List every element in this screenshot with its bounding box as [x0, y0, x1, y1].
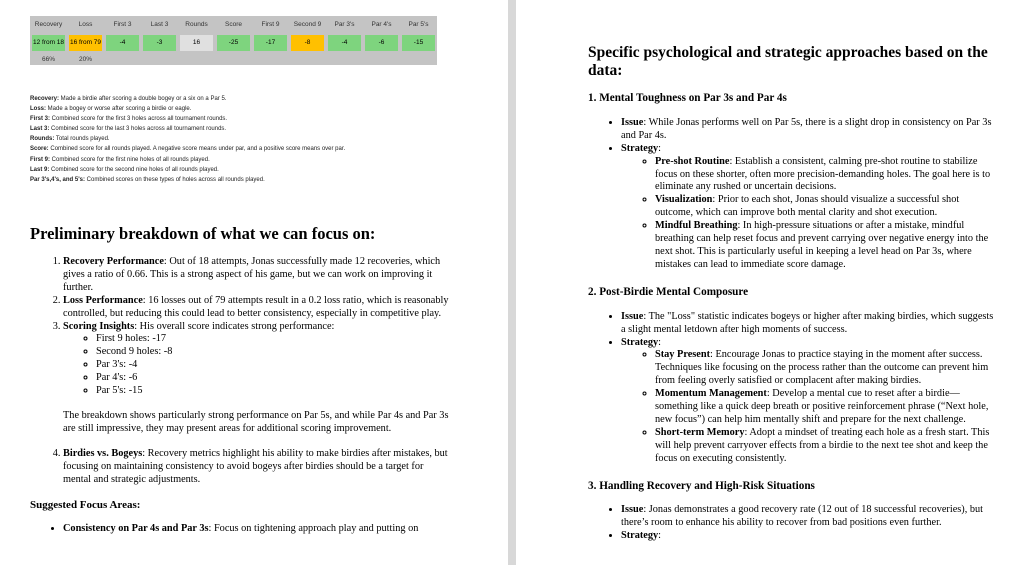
page1-body: [30, 256, 450, 536]
scoring-sublist: [63, 333, 450, 398]
stats-value-par4: -6: [365, 35, 398, 51]
stats-value-par3: -4: [328, 35, 361, 51]
stats-header: Loss: [78, 20, 93, 28]
sub-item: ◦ Second 9 holes: -8: [96, 346, 450, 359]
legend-text: Combined score for all rounds played. A negative score means under par, and a positive score means over par.: [48, 146, 346, 153]
stats-value-first9: -17: [254, 35, 287, 51]
sub-item: ◦ First 9 holes: -17: [96, 333, 450, 346]
legend-item: [30, 114, 345, 124]
page2-body: [588, 44, 998, 557]
stats-header: First 9: [261, 20, 280, 28]
legend-text: Combined score for the second nine holes of all rounds played.: [49, 166, 219, 173]
stats-header: Recovery: [34, 20, 63, 28]
strategy-item: • Strategy: ◦ Stay Present: Encourage Jonas to practice staying in the moment after success. Techniques like focusing on the process rather than the outcome can prevent him from feeling overly satisfied or complacent after making birdies. ◦ Momentum Management: Develop a mental cue to reset after a birdie—something like a quick deep breath or positive reinforcement phrase (“Next hole, new focus”) can help him mentally shift and prepare for the next challenge. ◦ Short-term Memory: Adopt a mindset of treating each hole as a fresh start. This will help prevent carryover effects from a birdie to the next tee shot and keep the focus on executing consistently.: [621, 337, 998, 466]
legend-term: Rounds:: [30, 136, 55, 143]
item-term: Scoring Insights: [63, 320, 135, 332]
legend-item: [30, 94, 345, 104]
legend-text: Combined score for the first nine holes of all rounds played.: [50, 156, 210, 163]
focus-heading: Suggested Focus Areas:: [30, 498, 141, 511]
legend-term: First 9:: [30, 156, 51, 163]
item-text: : His overall score indicates strong performance:: [134, 320, 335, 332]
strategy-point: [655, 156, 998, 195]
strategy-item: • Strategy:: [621, 530, 998, 543]
sub-item: ◦ Par 3's: -4: [96, 359, 450, 372]
list-item: [63, 295, 450, 321]
stats-header: Par 4's: [371, 20, 392, 28]
legend-term: Par 3's,4's, and 5's:: [30, 176, 85, 183]
legend-item: [30, 144, 345, 154]
item-text: : 16 losses out of 79 attempts result in a 0.2 loss ratio, which is reasonably controlled, but reducing this could lead to better consistency, especially in competitive play.: [63, 294, 449, 319]
stats-value-second9: -8: [291, 35, 324, 51]
sub-item: ◦ Par 4's: -6: [96, 372, 450, 385]
page1-title: Preliminary breakdown of what we can focus on:: [30, 224, 376, 243]
stats-header: Score: [225, 20, 242, 28]
stats-value-first3: -4: [106, 35, 139, 51]
legend-item: [30, 104, 345, 114]
stats-value-rounds: 16: [180, 35, 213, 51]
strategy-term: Mindful Breathing: [655, 220, 738, 232]
legend-term: Loss:: [30, 106, 47, 113]
stats-percent-loss: 20%: [78, 56, 92, 63]
strategy-point: [655, 349, 998, 388]
stats-header: Rounds: [185, 20, 208, 28]
issue-item: [621, 311, 998, 337]
legend-item: [30, 175, 345, 185]
strategy-text: : Adopt a mindset of treating each hole as a fresh start. This will help prevent carryover effects from a birdie to the next tee shot and keep the focus on executing consistently.: [655, 426, 990, 464]
strategy-point: [655, 388, 998, 427]
item-term: Birdies vs. Bogeys: [63, 447, 143, 459]
strategy-term: Short-term Memory: [655, 426, 745, 438]
stats-value-par5: -15: [402, 35, 435, 51]
strategy-text: : Establish a consistent, calming pre-shot routine to stabilize focus on these shorter, often more precision-demanding holes. The goal here is to eliminate any rushed or uncertain decisions.: [655, 155, 991, 193]
page-gutter: [508, 0, 516, 565]
issue-label: Issue: [621, 310, 644, 322]
strategy-label: Strategy: [621, 530, 659, 542]
stats-percent-row: [30, 54, 437, 65]
strategy-sublist: [621, 349, 998, 465]
stats-header-row: [30, 16, 437, 32]
legend-term: First 3:: [30, 116, 51, 123]
focus-list: [30, 523, 450, 536]
legend-item: [30, 124, 345, 134]
sub-item: ◦ Par 5's: -15: [96, 385, 450, 398]
legend-term: Recovery:: [30, 96, 60, 102]
stats-value-score: -25: [217, 35, 250, 51]
issue-item: [621, 117, 998, 143]
strategy-point: [655, 194, 998, 220]
legend-text: Made a bogey or worse after scoring a birdie or eagle.: [46, 106, 192, 113]
legend-term: Score:: [30, 146, 49, 153]
strategy-term: Momentum Management: [655, 388, 767, 400]
stats-header: Second 9: [293, 20, 322, 28]
scoring-paragraph: The breakdown shows particularly strong performance on Par 5s, and while Par 4s and Par 3s are still impressive, they may present areas for additional scoring improvement.: [63, 409, 449, 434]
strategy-sublist: [621, 156, 998, 272]
section-heading: 2. Post-Birdie Mental Composure: [588, 285, 749, 298]
stats-header: First 3: [113, 20, 132, 28]
strategy-text: : In high-pressure situations or after a mistake, mindful breathing can help reset focus and prevent carrying over negative energy into the next shot. This is particularly useful in keeping a level head on Par 3s, where mistakes can lead to immediate score damage.: [655, 220, 989, 270]
page2-title: Specific psychological and strategic approaches based on the data:: [588, 44, 988, 79]
strategy-term: Pre-shot Routine: [655, 155, 730, 167]
section-list: [588, 311, 998, 466]
legend-text: Total rounds played.: [54, 136, 110, 143]
stats-value-loss: 16 from 79: [69, 35, 102, 51]
issue-item: [621, 504, 998, 530]
stats-table: [30, 16, 437, 65]
item-text: : Focus on tightening approach play and putting on: [208, 523, 419, 535]
strategy-point: [655, 427, 998, 466]
item-term: Consistency on Par 4s and Par 3s: [63, 523, 209, 535]
strategy-label: Strategy: [621, 142, 659, 154]
list-item: [63, 523, 450, 536]
section-list: [588, 117, 998, 272]
issue-label: Issue: [621, 116, 644, 128]
strategy-term: Visualization: [655, 194, 713, 206]
item-term: Recovery Performance: [63, 256, 164, 267]
strategy-text: : Develop a mental cue to reset after a birdie—something like a quick deep breath or positive reinforcement phrase (“Next hole, new focus”) can help him mentally shift and prepare for the next challenge.: [655, 388, 989, 425]
list-item: [63, 448, 450, 487]
section-list: [588, 504, 998, 543]
item-text: : Recovery metrics highlight his ability to make birdies after mistakes, but focusing on maintaining consistency to avoid bogeys after birdies should be a target for mental and strategic adjustments.: [63, 447, 448, 485]
strategy-term: Stay Present: [655, 349, 711, 361]
item-term: Loss Performance: [63, 294, 143, 306]
list-item: [63, 256, 450, 295]
breakdown-list-cont: [30, 448, 450, 487]
section-heading: 3. Handling Recovery and High-Risk Situations: [588, 479, 815, 492]
legend-item: [30, 134, 345, 144]
section-heading: 1. Mental Toughness on Par 3s and Par 4s: [588, 92, 787, 104]
breakdown-list: [30, 256, 450, 398]
list-item: [63, 321, 450, 398]
stats-value-recovery: 12 from 18: [32, 35, 65, 51]
strategy-text: : Prior to each shot, Jonas should visualize a successful shot outcome, which can improve both mental clarity and shot execution.: [655, 194, 960, 219]
stats-header: Par 5's: [408, 20, 429, 28]
issue-label: Issue: [621, 504, 644, 516]
legend-text: Made a birdie after scoring a double bogey or a six on a Par 5.: [59, 96, 227, 102]
legend-text: Combined score for the first 3 holes across all tournament rounds.: [50, 116, 228, 123]
stats-value-row: [30, 32, 437, 54]
issue-text: : While Jonas performs well on Par 5s, there is a slight drop in consistency on Par 3s and Par 4s.: [621, 116, 992, 141]
strategy-item: • Strategy: ◦ Pre-shot Routine: Establish a consistent, calming pre-shot routine to stabilize focus on these shorter, often more precision-demanding holes. The goal here is to eliminate any rushed or uncertain decisions. ◦ Visualization: Prior to each shot, Jonas should visualize a successful shot outcome, which can improve both mental clarity and shot execution. ◦ Mindful Breathing: In high-pressure situations or after a mistake, mindful breathing can help reset focus and prevent carrying over negative energy into the next shot. This is particularly useful in keeping a level head on Par 3s, where mistakes can lead to immediate score damage.: [621, 143, 998, 272]
legend-text: Combined scores on these types of holes across all rounds played.: [84, 176, 265, 183]
strategy-point: [655, 220, 998, 272]
strategy-text: : Encourage Jonas to practice staying in the moment after success. Techniques like focusing on the process rather than the outcome can prevent him from feeling overly satisfied or complacent after making birdies.: [655, 349, 989, 387]
strategy-label: Strategy: [621, 336, 659, 348]
stats-header: Last 3: [150, 20, 169, 28]
legend-term: Last 9:: [30, 166, 50, 173]
stats-header: Par 3's: [334, 20, 355, 28]
stats-legend: [30, 94, 345, 185]
stats-percent-recovery: 66%: [41, 56, 55, 63]
legend-item: [30, 155, 345, 165]
legend-term: Last 3:: [30, 126, 50, 133]
issue-text: : Jonas demonstrates a good recovery rate (12 out of 18 successful recoveries), but there’s room to enhance his ability to recover from bad positions even further.: [621, 504, 984, 529]
item-text: : Out of 18 attempts, Jonas successfully made 12 recoveries, which gives a ratio of 0.66. This is a strong aspect of his game, but we can work on improving it further.: [63, 256, 441, 293]
legend-item: [30, 165, 345, 175]
legend-text: Combined score for the last 3 holes across all tournament rounds.: [49, 126, 227, 133]
stats-value-last3: -3: [143, 35, 176, 51]
issue-text: : The "Loss" statistic indicates bogeys or higher after making birdies, which suggests a slight mental letdown after high moments of success.: [621, 310, 994, 335]
